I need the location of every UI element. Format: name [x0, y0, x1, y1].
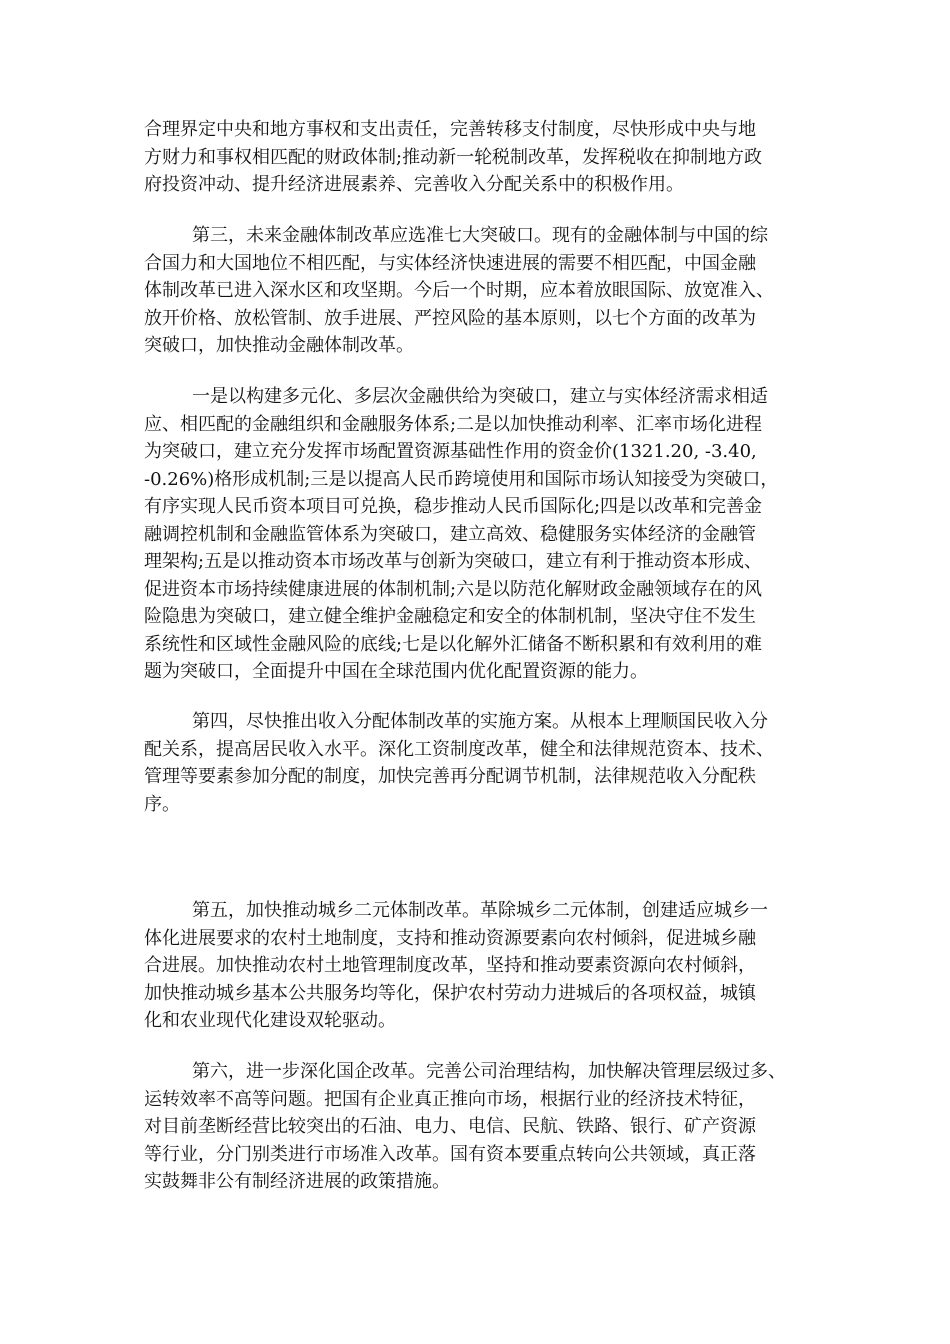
text-line: -0.26%)格形成机制;三是以提高人民币跨境使用和国际市场认知接受为突破口，	[144, 468, 779, 490]
paragraph-fourth-income-distribution	[144, 708, 816, 818]
text-line: 合国力和大国地位不相匹配，与实体经济快速进展的需要不相匹配，中国金融	[144, 252, 756, 274]
paragraph-fifth-urban-rural	[144, 897, 816, 1035]
paragraph-fiscal-reform	[144, 116, 816, 199]
text-line: 为突破口，建立充分发挥市场配置资源基础性作用的资金价(1321.20, -3.40,	[144, 441, 757, 462]
text-line: 加快推动城乡基本公共服务均等化，保护农村劳动力进城后的各项权益，城镇	[144, 982, 756, 1004]
text-line: 方财力和事权相匹配的财政体制;推动新一轮税制改革，发挥税收在抑制地方政	[144, 146, 763, 168]
text-line: 第五，加快推动城乡二元体制改革。革除城乡二元体制，创建适应城乡一	[192, 900, 768, 921]
text-line: 放开价格、放松管制、放手进展、严控风险的基本原则，以七个方面的改革为	[144, 307, 756, 329]
text-line: 府投资冲动、提升经济进展素养、完善收入分配关系中的积极作用。	[144, 174, 684, 195]
text-line: 运转效率不高等问题。把国有企业真正推向市场，根据行业的经济技术特征，	[144, 1088, 756, 1110]
text-line: 序。	[144, 793, 180, 815]
text-line: 理架构;五是以推动资本市场改革与创新为突破口，建立有利于推动资本形成、	[144, 551, 763, 572]
text-line: 配关系，提高居民收入水平。深化工资制度改革，健全和法律规范资本、技术、	[144, 738, 774, 760]
text-line: 促进资本市场持续健康进展的体制机制;六是以防范化解财政金融领域存在的风	[144, 578, 763, 600]
text-line: 题为突破口，全面提升中国在全球范围内优化配置资源的能力。	[144, 661, 648, 682]
text-line: 合进展。加快推动农村土地管理制度改革，坚持和推动要素资源向农村倾斜，	[144, 955, 756, 976]
text-line: 系统性和区域性金融风险的底线;七是以化解外汇储备不断积累和有效利用的难	[144, 633, 763, 655]
text-line: 管理等要素参加分配的制度，加快完善再分配调节机制，法律规范收入分配秩	[144, 766, 756, 787]
text-line: 险隐患为突破口，建立健全维护金融稳定和安全的体制机制，坚决守住不发生	[144, 606, 756, 627]
text-line: 实鼓舞非公有制经济进展的政策措施。	[144, 1171, 450, 1192]
text-line: 体化进展要求的农村土地制度，支持和推动资源要素向农村倾斜，促进城乡融	[144, 927, 756, 949]
text-line: 突破口，加快推动金融体制改革。	[144, 335, 414, 356]
text-line: 第四，尽快推出收入分配体制改革的实施方案。从根本上理顺国民收入分	[192, 711, 768, 732]
text-line: 等行业，分门别类进行市场准入改革。国有资本要重点转向公共领域，真正落	[144, 1143, 756, 1165]
text-line: 融调控机制和金融监管体系为突破口，建立高效、稳健服务实体经济的金融管	[144, 523, 756, 545]
paragraph-seven-breakthroughs	[144, 383, 816, 686]
text-line: 一是以构建多元化、多层次金融供给为突破口，建立与实体经济需求相适	[192, 386, 768, 407]
text-line: 体制改革已进入深水区和攻坚期。今后一个时期，应本着放眼国际、放宽准入、	[144, 280, 774, 301]
paragraph-sixth-soe-reform	[144, 1058, 816, 1196]
text-line: 应、相匹配的金融组织和金融服务体系;二是以加快推动利率、汇率市场化进程	[144, 413, 763, 435]
text-line: 第三，未来金融体制改革应选准七大突破口。现有的金融体制与中国的综	[192, 225, 768, 246]
paragraph-third-financial-reform	[144, 222, 816, 360]
text-line: 化和农业现代化建设双轮驱动。	[144, 1010, 396, 1031]
text-line: 有序实现人民币资本项目可兑换，稳步推动人民币国际化;四是以改革和完善金	[144, 496, 763, 517]
text-line: 第六，进一步深化国企改革。完善公司治理结构，加快解决管理层级过多、	[192, 1061, 786, 1082]
text-line: 对目前垄断经营比较突出的石油、电力、电信、民航、铁路、银行、矿产资源	[144, 1116, 756, 1137]
text-line: 合理界定中央和地方事权和支出责任，完善转移支付制度，尽快形成中央与地	[144, 119, 756, 140]
